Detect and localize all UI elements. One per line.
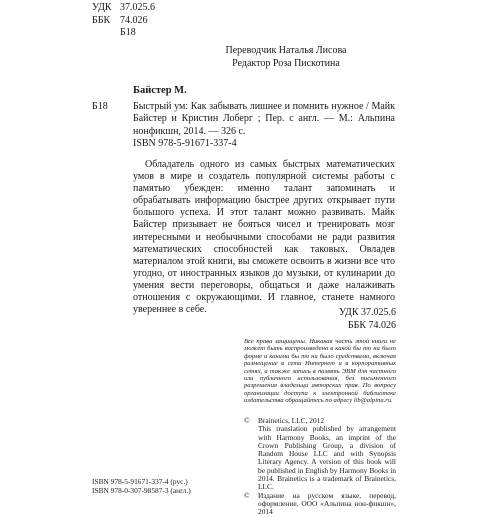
bibliographic-description: Быстрый ум: Как забывать лишнее и помнить нужное / Майк Байстер и Кристин Лоберг ; Пер. с англ. — М.: Альпина нонфикшн, 2014. — 326 с. <box>133 101 395 137</box>
classification-codes <box>92 2 155 40</box>
udk-value: 37.025.6 <box>120 2 155 13</box>
rights-notice: Все права защищены. Никакая часть этой книги не может быть воспроизведена в какой бы то ни было форме и какими бы то ни было средствами, включая размещение в сети Интернет и в корпоративных сетях, а также запись в память ЭВМ для частного или публичного использования, без письменного разрешения владельца авторских прав. По вопросу организации доступа к электронной библиотеке издательства обращайтесь по адресу lib@alpina.ru. <box>244 338 396 405</box>
copyright-symbol: © <box>244 416 250 425</box>
copyright-symbol <box>244 425 258 491</box>
udk-label: УДК <box>92 2 112 13</box>
isbn-english: ISBN 978-0-307-98587-3 (англ.) <box>92 485 191 495</box>
copyright-text: This translation published by arrangement with Harmony Books, an imprint of the Crown Publishing Group, a division of Random House LLC and with Synopsis Literary Agency. A version of this book will be published in English by Harmony Books in 2014. Brainetics is a trademark of Brainetics, LLC. <box>258 424 396 492</box>
copyright-symbol: © <box>244 490 250 500</box>
copyright-line <box>244 492 396 517</box>
bbk-row <box>92 15 155 28</box>
udk-right: УДК 37.025.6 <box>338 307 396 318</box>
translator-credit: Переводчик Наталья Лисова <box>225 45 347 56</box>
bbk-value: 74.026 <box>120 14 148 26</box>
editor-credit: Редактор Роза Пискотина <box>232 58 340 69</box>
bibliographic-code: Б18 <box>92 101 108 112</box>
isbn-list <box>92 478 191 495</box>
author-code-row <box>92 27 155 40</box>
credits <box>0 44 500 70</box>
bbk-label: ББК <box>92 14 111 26</box>
udk-row <box>92 2 155 15</box>
classification-codes-right <box>300 307 396 332</box>
bbk-right: ББК 74.026 <box>347 319 396 331</box>
author-code: Б18 <box>120 27 136 38</box>
copyright-line <box>244 425 396 491</box>
bibliographic-record <box>92 101 395 138</box>
isbn-russian: ISBN 978-5-91671-337-4 (рус.) <box>92 477 188 486</box>
copyright-text: Издание на русском языке, перевод, оформление. ООО «Альпина нон-фикшн», 2014 <box>258 490 396 517</box>
isbn-line: ISBN 978-5-91671-337-4 <box>133 138 237 149</box>
copyright-text: Brainetics, LLC, 2012 <box>258 416 325 425</box>
copyright-block <box>244 417 396 517</box>
author-heading: Байстер М. <box>133 85 187 96</box>
annotation: Обладатель одного из самых быстрых математических умов в мире и создатель популярной системы работы с памятью убежден: именно талант запоминать и обрабатывать информацию быстрее других открывает пути большого успеха. И этот талант можно развивать. Майк Байстер призывает не бояться чисел и тренировать мозг интересными и необычными способами не ради развития математических способностей как таковых. Овладев материалом этой книги, вы сможете освоить в жизни все что угодно, от иностранных языков до музыки, от кулинарии до умения вести переговоры, общаться и даже налаживать отношения с окружающими. И главное, станете намного увереннее в себе. <box>133 159 395 316</box>
